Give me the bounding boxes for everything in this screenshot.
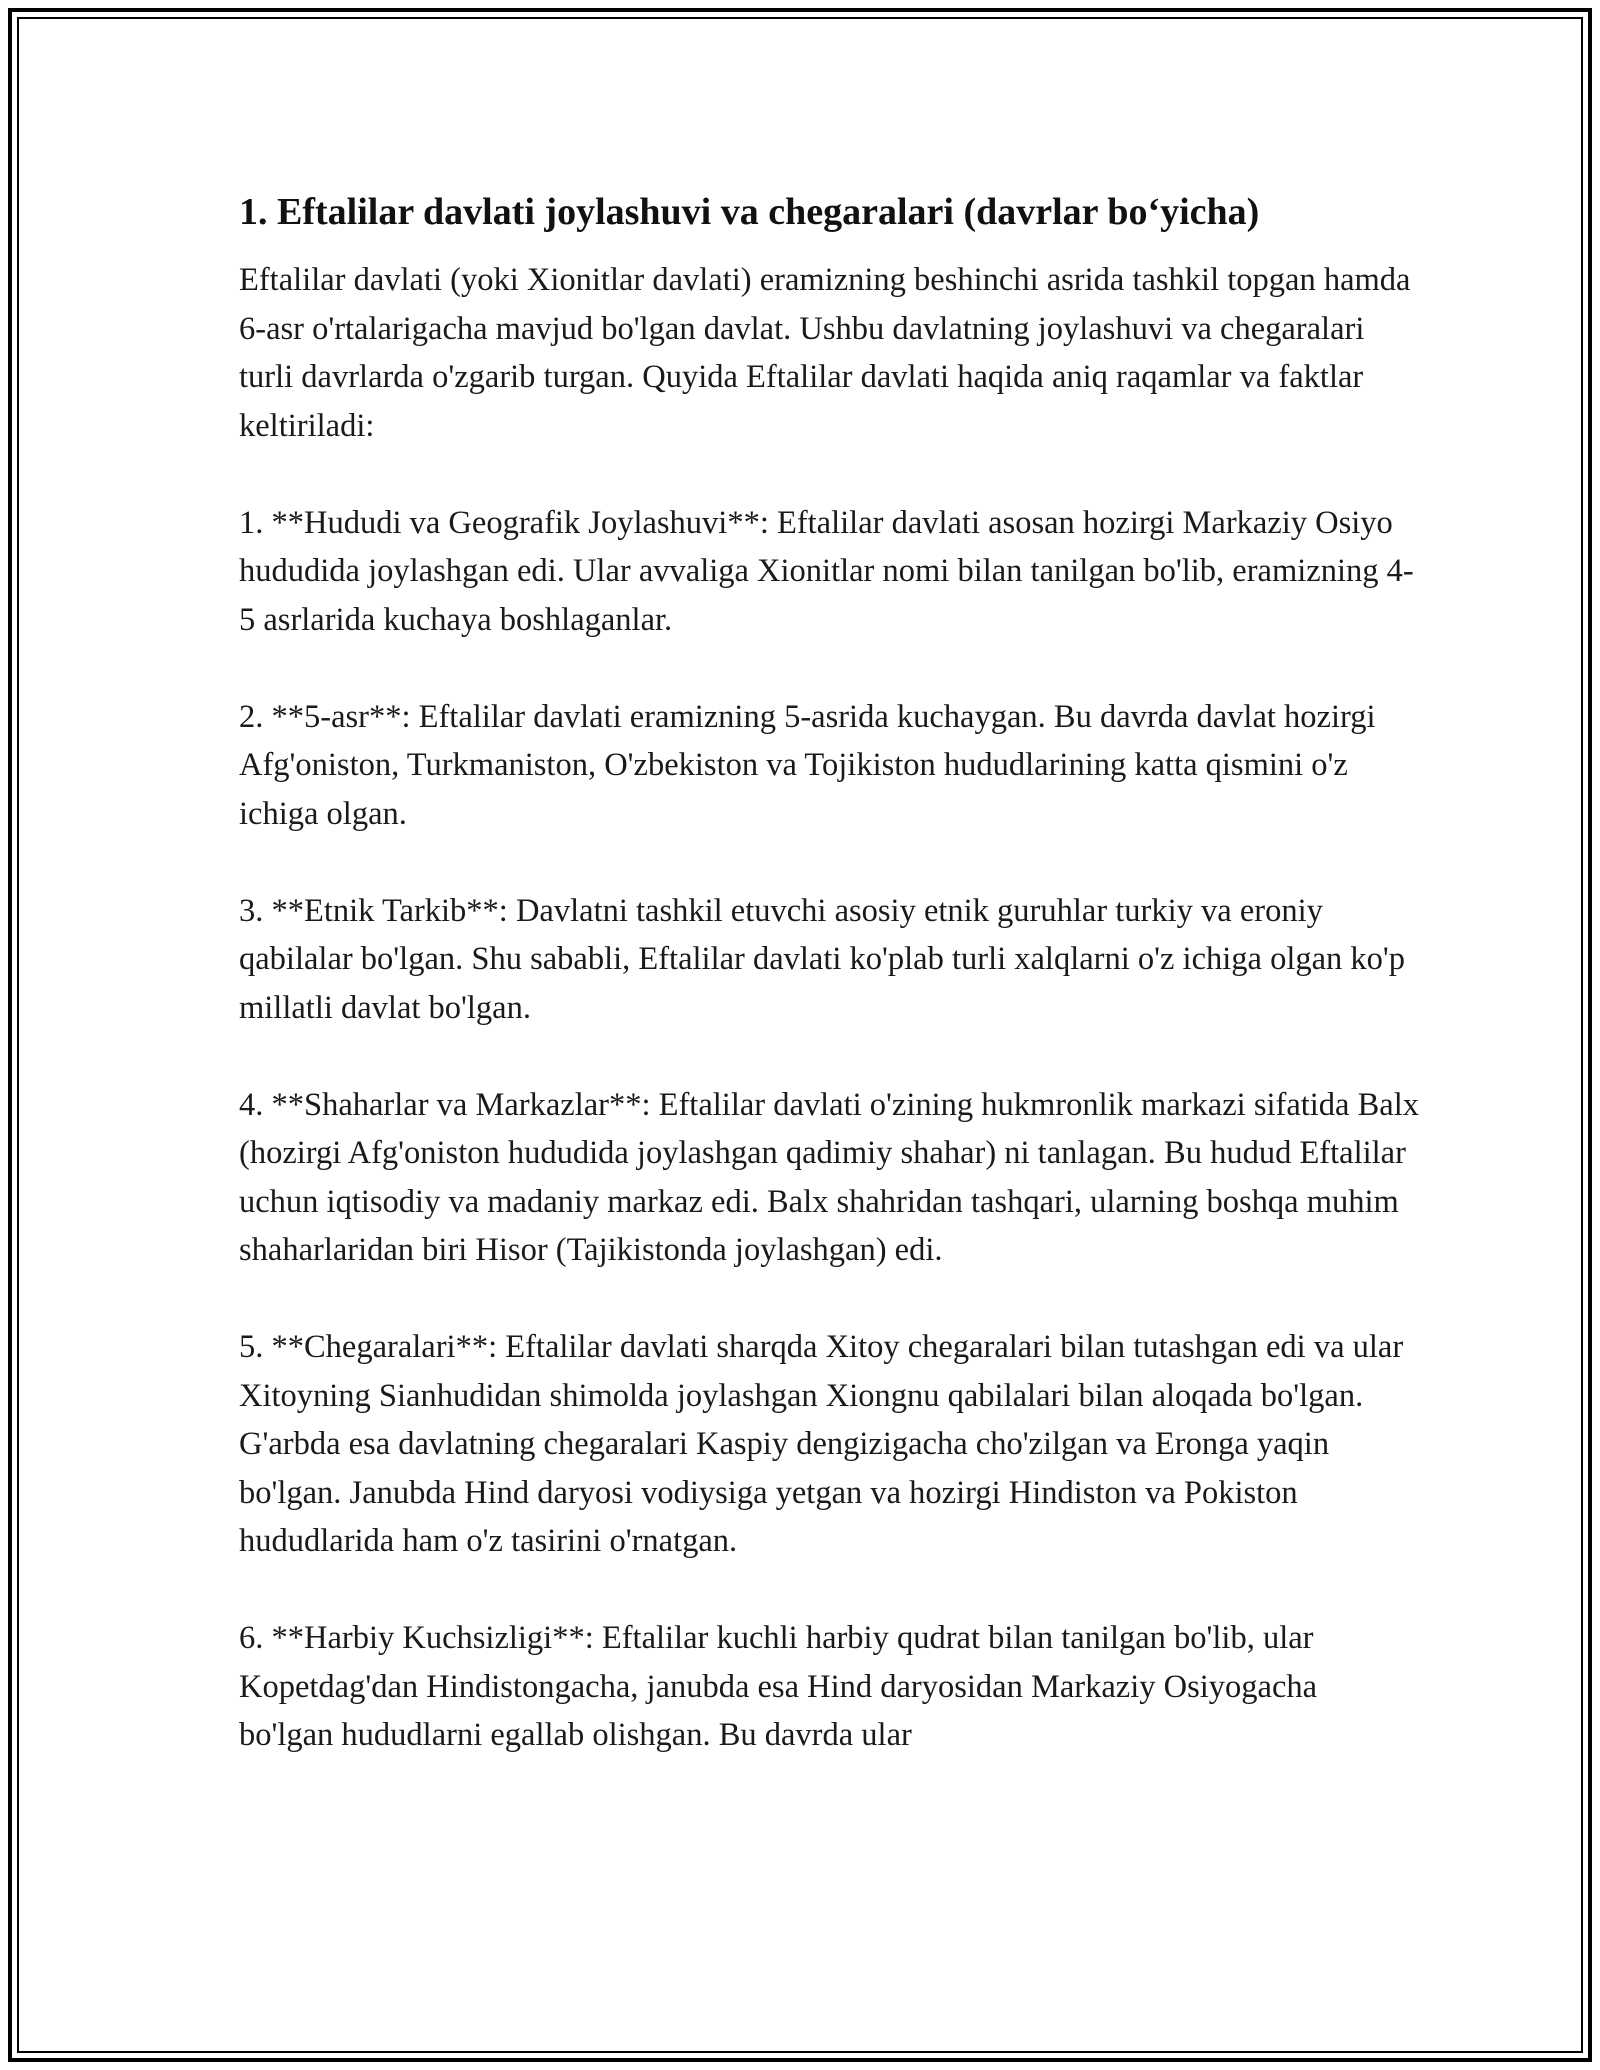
item-territory-paragraph: 1. **Hududi va Geografik Joylashuvi**: Eftalilar davlati asosan hozirgi Markaziy Osiyo hududida joylashgan edi. Ular avvaliga Xionitlar nomi bilan tanilgan bo'lib, eramizning 4-5 asrlarida kuchaya boshlaganlar. (239, 504, 1414, 638)
section-heading: 1. Eftalilar davlati joylashuvi va chegaralari (davrlar bo‘yicha) (239, 191, 1260, 233)
item-military-paragraph: 6. **Harbiy Kuchsizligi**: Eftalilar kuchli harbiy qudrat bilan tanilgan bo'lib, ular Kopetdag'dan Hindistongacha, janubda esa Hind daryosidan Markaziy Osiyogacha bo'lgan hududlarni egallab olishgan. Bu davrda ular (239, 1620, 1318, 1753)
document-body (239, 188, 1419, 1808)
intro-paragraph: Eftalilar davlati (yoki Xionitlar davlati) eramizning beshinchi asrida tashkil topgan hamda 6-asr o'rtalarigacha mavjud bo'lgan davlat. Ushbu davlatning joylashuvi va chegaralari turli davrlarda o'zgarib turgan. Quyida Eftalilar davlati haqida aniq raqamlar va faktlar keltiriladi: (239, 262, 1411, 444)
item-5th-century-paragraph: 2. **5-asr**: Eftalilar davlati eramizning 5-asrida kuchaygan. Bu davrda davlat hozirgi Afg'oniston, Turkmaniston, O'zbekiston va Tojikiston hududlarining katta qismini o'z ichiga olgan. (239, 698, 1376, 832)
item-cities-paragraph: 4. **Shaharlar va Markazlar**: Eftalilar davlati o'zining hukmronlik markazi sifatida Balx (hozirgi Afg'oniston hududida joylashgan qadimiy shahar) ni tanlagan. Bu hudud Eftalilar uchun iqtisodiy va madaniy markaz edi. Balx shahridan tashqari, ularning boshqa muhim shaharlaridan biri Hisor (Tajikistonda joylashgan) edi. (239, 1086, 1419, 1268)
item-borders-paragraph: 5. **Chegaralari**: Eftalilar davlati sharqda Xitoy chegaralari bilan tutashgan edi va ular Xitoyning Sianhudidan shimolda joylashgan Xiongnu qabilalari bilan aloqada bo'lgan. G'arbda esa davlatning chegaralari Kaspiy dengizigacha cho'zilgan va Eronga yaqin bo'lgan. Janubda Hind daryosi vodiysiga yetgan va hozirgi Hindiston va Pokiston hududlarida ham o'z tasirini o'rnatgan. (239, 1329, 1404, 1559)
document-page (8, 8, 1592, 2062)
item-ethnic-paragraph: 3. **Etnik Tarkib**: Davlatni tashkil etuvchi asosiy etnik guruhlar turkiy va eroniy qabilalar bo'lgan. Shu sababli, Eftalilar davlati ko'plab turli xalqlarni o'z ichiga olgan ko'p millatli davlat bo'lgan. (239, 892, 1406, 1026)
